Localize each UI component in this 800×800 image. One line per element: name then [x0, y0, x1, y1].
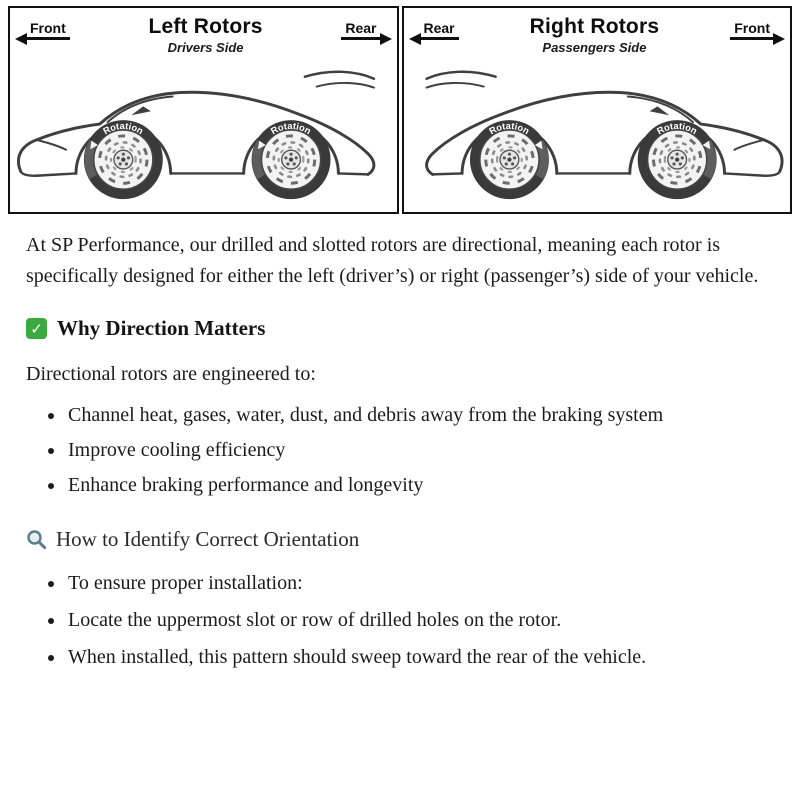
rear-rotor-icon	[637, 120, 716, 199]
rear-label: Rear	[423, 20, 455, 36]
why-heading-text: Why Direction Matters	[57, 316, 266, 341]
how-heading-text: How to Identify Correct Orientation	[56, 527, 360, 552]
page	[0, 6, 800, 800]
how-identify-heading	[26, 527, 774, 552]
article	[0, 230, 800, 673]
how-bullet-list	[42, 568, 774, 673]
rotor-diagram	[8, 6, 792, 214]
list-item	[66, 400, 774, 431]
bullet-text: Enhance braking performance and longevity	[68, 474, 424, 497]
rear-direction-indicator	[341, 20, 380, 40]
intro-paragraph: At SP Performance, our drilled and slotted rotors are directional, meaning each rotor is specifically designed for either the left (driver’s) or right (passenger’s) side of your vehicle.	[26, 234, 759, 288]
front-rotor-icon	[469, 120, 548, 199]
rear-rotor-icon	[252, 120, 331, 199]
panel-subtitle: Drivers Side	[167, 40, 244, 55]
left-car-illustration	[10, 57, 397, 205]
panel-title: Left Rotors	[148, 15, 263, 38]
right-title-block	[459, 15, 731, 55]
why-bullet-list	[42, 400, 774, 501]
rear-label: Rear	[345, 20, 377, 36]
bullet-text: To ensure proper installation:	[68, 572, 303, 595]
right-rotors-panel	[402, 6, 793, 214]
rear-direction-indicator	[420, 20, 459, 40]
list-item	[66, 605, 774, 636]
arrow-right-icon	[380, 33, 392, 45]
arrow-left-icon	[409, 33, 421, 45]
bullet-text: Improve cooling efficiency	[68, 439, 286, 462]
panel-title: Right Rotors	[529, 15, 660, 38]
front-rotor-icon	[84, 120, 163, 199]
right-panel-header	[404, 8, 791, 55]
bullet-text: When installed, this pattern should sweep toward the rear of the vehicle.	[68, 646, 647, 669]
left-rotors-panel	[8, 6, 399, 214]
front-direction-indicator	[730, 20, 774, 40]
list-item	[66, 642, 774, 673]
front-direction-indicator	[26, 20, 70, 40]
magnifier-icon	[26, 529, 47, 550]
bullet-text: Locate the uppermost slot or row of drilled holes on the rotor.	[68, 609, 562, 632]
check-icon: ✓	[26, 318, 47, 339]
front-label: Front	[734, 20, 770, 36]
right-car-illustration	[404, 57, 791, 205]
panel-subtitle: Passengers Side	[542, 40, 647, 55]
arrow-right-icon	[773, 33, 785, 45]
left-title-block	[70, 15, 342, 55]
list-item	[66, 435, 774, 466]
bullet-text: Channel heat, gases, water, dust, and debris away from the braking system	[68, 404, 664, 427]
front-label: Front	[30, 20, 66, 36]
why-direction-heading	[26, 316, 774, 341]
left-panel-header	[10, 8, 397, 55]
list-item	[66, 568, 774, 599]
engineered-lead: Directional rotors are engineered to:	[26, 363, 316, 386]
list-item	[66, 470, 774, 501]
arrow-left-icon	[15, 33, 27, 45]
